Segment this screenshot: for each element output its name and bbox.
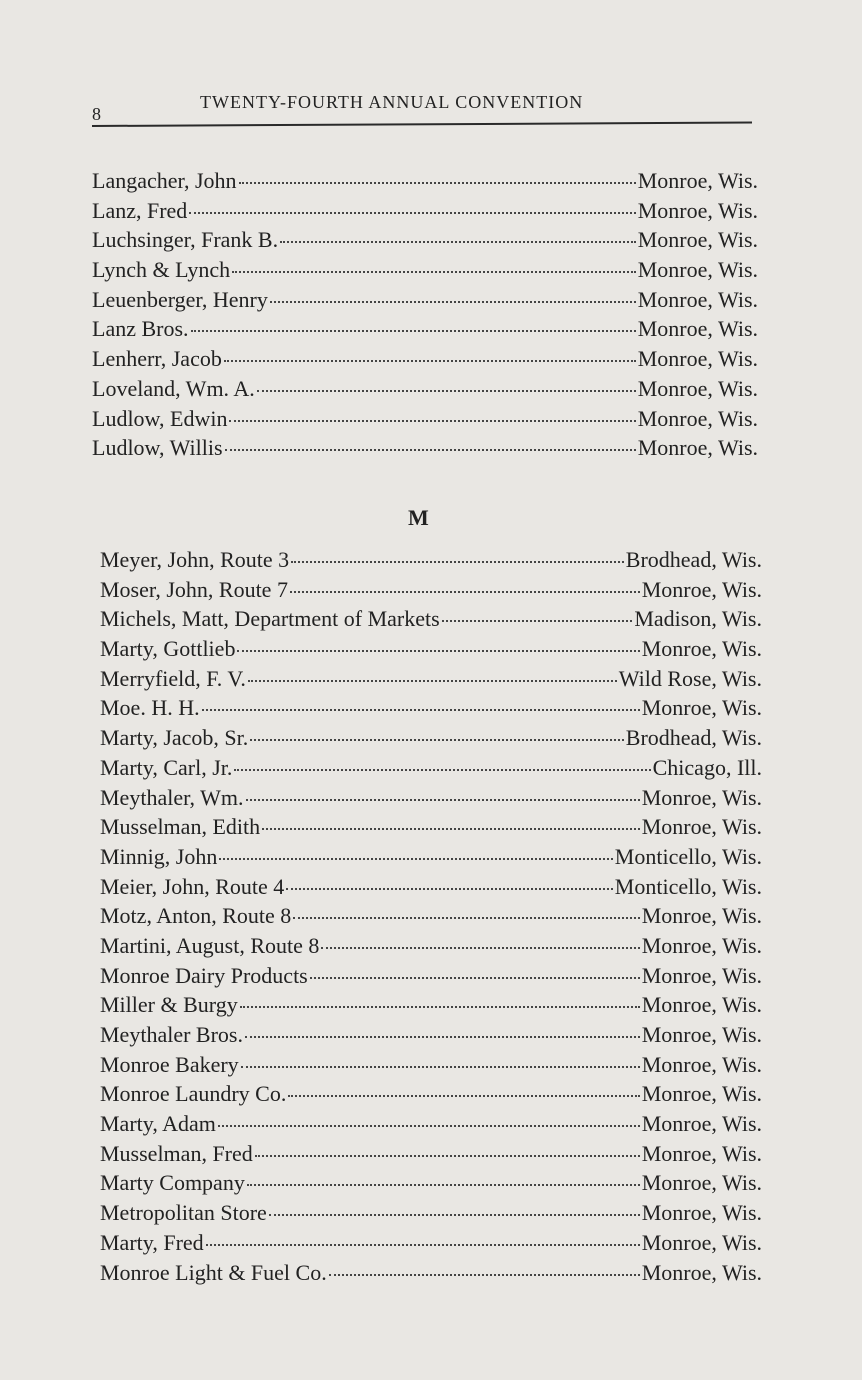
entry-name: Luchsinger, Frank B. [92,227,279,253]
entry-location: Monroe, Wis. [641,1081,762,1107]
entry-location: Monroe, Wis. [641,784,762,810]
page-number: 8 [92,104,101,124]
entry-name: Loveland, Wm. A. [92,375,255,401]
dot-leader [286,888,613,890]
dot-leader [288,1095,639,1097]
dot-leader [329,1274,640,1276]
dot-leader [280,241,636,243]
directory-section-l [92,170,758,467]
entry-name: Martini, August, Route 8 [100,932,320,958]
entry-location: Monroe, Wis. [641,1140,762,1166]
entry-name: Langacher, John [92,168,237,193]
dot-leader [257,390,636,392]
entry-location: Monroe, Wis. [641,636,762,662]
entry-location: Monroe, Wis. [637,286,758,312]
entry-location: Monroe, Wis. [641,932,762,958]
entry-location: Monroe, Wis. [641,1200,762,1226]
dot-leader [202,709,640,711]
dot-leader [237,650,639,652]
dot-leader [262,828,640,830]
entry-location: Chicago, Ill. [652,754,762,780]
entry-name: Meythaler Bros. [100,1022,243,1047]
directory-entry [100,727,762,757]
directory-entry [100,1024,762,1054]
dot-leader [219,858,612,860]
directory-entry [100,1083,762,1113]
directory-entry [100,1140,762,1173]
entry-name: Marty, Fred [100,1229,204,1255]
entry-location: Brodhead, Wis. [625,547,762,572]
entry-location: Monroe, Wis. [641,1259,762,1285]
directory-entry [100,962,762,995]
dot-leader [218,1125,640,1127]
directory-entry [92,318,758,348]
entry-name: Musselman, Fred [100,1140,253,1166]
directory-entry [100,1113,762,1143]
entry-name: Meythaler, Wm. [100,784,244,810]
section-letter-heading: M [408,505,429,530]
dot-leader [270,301,636,303]
directory-entry [100,905,762,935]
header-rule [92,122,752,127]
entry-name: Lenherr, Jacob [92,346,222,372]
directory-entry [100,549,762,579]
entry-name: Monroe Bakery [100,1051,239,1077]
running-head-title: TWENTY-FOURTH ANNUAL CONVENTION [200,92,584,112]
directory-entry [92,437,758,467]
entry-location: Monroe, Wis. [637,316,758,342]
entry-name: Metropolitan Store [100,1200,267,1226]
entry-location: Monticello, Wis. [614,873,762,899]
dot-leader [321,947,639,949]
entry-location: Monticello, Wis. [614,843,762,869]
entry-location: Monroe, Wis. [637,375,758,401]
directory-section-m [100,549,762,1291]
entry-location: Monroe, Wis. [641,1170,762,1196]
dot-leader [269,1214,640,1216]
directory-entry [100,1172,762,1202]
directory-entry [100,1202,762,1232]
dot-leader [291,561,624,563]
directory-entry [92,348,758,378]
dot-leader [310,977,640,979]
entry-name: Meier, John, Route 4 [100,873,285,899]
entry-name: Meyer, John, Route 3 [100,547,290,572]
entry-location: Monroe, Wis. [641,1051,762,1077]
dot-leader [290,591,640,593]
directory-entry [100,1229,762,1262]
directory-entry [100,638,762,668]
dot-leader [248,680,617,682]
dot-leader [189,212,635,214]
directory-entry [92,286,758,319]
entry-name: Lanz Bros. [92,316,189,342]
entry-location: Monroe, Wis. [641,992,762,1018]
entry-location: Monroe, Wis. [637,435,758,461]
entry-name: Michels, Matt, Department of Markets [100,606,440,632]
entry-name: Marty, Jacob, Sr. [100,725,249,751]
entry-location: Monroe, Wis. [637,168,758,193]
entry-name: Motz, Anton, Route 8 [100,903,292,929]
dot-leader [229,420,635,422]
entry-location: Monroe, Wis. [637,197,758,223]
directory-entry [100,608,762,638]
directory-entry [100,873,762,906]
directory-entry [100,697,762,727]
entry-name: Merryfield, F. V. [100,665,246,691]
dot-leader [245,1036,640,1038]
directory-entry [100,665,762,698]
directory-entry [100,994,762,1024]
directory-entry [100,576,762,609]
entry-name: Ludlow, Willis [92,435,223,461]
directory-entry [100,932,762,965]
directory-entry [92,197,758,230]
entry-name: Marty Company [100,1170,245,1196]
entry-name: Monroe Dairy Products [100,962,308,988]
entry-name: Monroe Light & Fuel Co. [100,1259,327,1285]
entry-name: Miller & Burgy [100,992,238,1018]
entry-name: Marty, Adam [100,1111,216,1137]
dot-leader [239,182,636,184]
dot-leader [255,1155,640,1157]
entry-location: Monroe, Wis. [641,1111,762,1137]
directory-entry [92,229,758,259]
entry-location: Monroe, Wis. [637,346,758,372]
directory-entry [100,784,762,817]
dot-leader [246,799,640,801]
dot-leader [250,739,624,741]
entry-name: Minnig, John [100,843,218,869]
dot-leader [241,1066,640,1068]
dot-leader [247,1184,640,1186]
directory-entry [92,170,758,200]
entry-location: Monroe, Wis. [637,405,758,431]
entry-name: Moser, John, Route 7 [100,576,288,602]
entry-name: Lynch & Lynch [92,257,231,283]
entry-location: Monroe, Wis. [641,1229,762,1255]
directory-entry [100,1259,762,1292]
entry-location: Monroe, Wis. [641,695,762,721]
entry-location: Wild Rose, Wis. [618,665,762,691]
dot-leader [240,1006,640,1008]
directory-entry [92,405,758,438]
directory-entry [100,816,762,846]
entry-name: Musselman, Edith [100,814,261,840]
dot-leader [191,330,636,332]
entry-location: Monroe, Wis. [641,814,762,840]
entry-location: Brodhead, Wis. [625,725,762,751]
entry-location: Monroe, Wis. [641,962,762,988]
entry-name: Marty, Carl, Jr. [100,754,233,780]
entry-location: Monroe, Wis. [641,576,762,602]
dot-leader [234,769,650,771]
dot-leader [224,360,636,362]
page-header [92,92,752,122]
entry-name: Ludlow, Edwin [92,405,228,431]
directory-entry [92,259,758,289]
directory-entry [100,843,762,876]
entry-location: Madison, Wis. [634,606,762,632]
entry-location: Monroe, Wis. [641,903,762,929]
entry-name: Marty, Gottlieb [100,636,236,662]
dot-leader [442,620,633,622]
entry-location: Monroe, Wis. [637,257,758,283]
entry-location: Monroe, Wis. [637,227,758,253]
entry-name: Lanz, Fred [92,197,188,223]
dot-leader [225,449,636,451]
dot-leader [293,917,639,919]
entry-name: Moe. H. H. [100,695,200,721]
directory-entry [100,1051,762,1084]
entry-name: Leuenberger, Henry [92,286,268,312]
dot-leader [206,1244,640,1246]
directory-entry [92,375,758,408]
entry-location: Monroe, Wis. [641,1022,762,1047]
dot-leader [232,271,636,273]
directory-entry [100,754,762,787]
entry-name: Monroe Laundry Co. [100,1081,287,1107]
